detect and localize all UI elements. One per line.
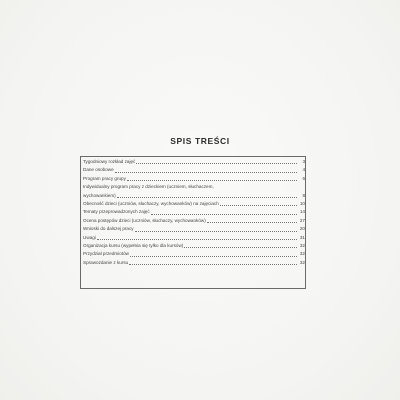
dot-leader	[97, 238, 297, 240]
toc-entry-page: 4	[302, 167, 305, 173]
dot-leader	[129, 263, 297, 265]
toc-entry-title-continuation: wychowankiem)	[83, 192, 116, 198]
toc-entry-title: Program pracy grupy	[83, 175, 126, 181]
dot-leader	[130, 255, 297, 257]
toc-entry	[83, 225, 305, 233]
toc-entry-title: Organizacja kursu (wypełnia się tylko dla kursów)	[83, 242, 184, 248]
dot-leader	[117, 196, 297, 198]
toc-entry-page: 3	[302, 158, 305, 164]
toc-entry	[83, 234, 305, 242]
dot-leader	[207, 221, 297, 223]
toc-entry	[83, 259, 305, 267]
table-of-contents	[83, 158, 305, 267]
toc-entry-title: Dane osobowe	[83, 167, 114, 173]
toc-entry-page: 20	[299, 226, 305, 232]
toc-entry-title: Ocena postępów dzieci (uczniów, słuchaczy, wychowanków)	[83, 217, 206, 223]
dot-leader	[115, 171, 297, 173]
dot-leader	[184, 246, 297, 248]
toc-entry-title: Indywidualny program pracy z dzieckiem (uczniem, słuchaczem,	[83, 184, 214, 190]
dot-leader	[135, 230, 297, 232]
toc-entry-title: Uwagi	[83, 234, 96, 240]
toc-entry-page: 32	[299, 251, 305, 257]
toc-entry	[83, 158, 305, 166]
toc-entry	[83, 175, 305, 183]
toc-entry	[83, 200, 305, 208]
toc-entry	[83, 183, 305, 191]
toc-entry-continuation	[83, 192, 305, 200]
toc-entry	[83, 250, 305, 258]
toc-entry	[83, 166, 305, 174]
toc-entry	[83, 217, 305, 225]
toc-entry-title: Tygodniowy rozkład zajęć	[83, 158, 136, 164]
toc-entry-title: Wnioski do dalszej pracy	[83, 226, 134, 232]
toc-entry	[83, 208, 305, 216]
dot-leader	[136, 162, 297, 164]
toc-entry-title: Sprawozdanie z kursu	[83, 259, 129, 265]
toc-entry-page: 32	[299, 259, 305, 265]
toc-entry-page: 32	[299, 242, 305, 248]
dot-leader	[220, 204, 297, 206]
page-title: SPIS TREŚCI	[170, 136, 230, 146]
toc-entry-page: 6	[302, 175, 305, 181]
toc-entry-page: 27	[299, 217, 305, 223]
toc-entry-page: 31	[299, 234, 305, 240]
dot-leader	[127, 179, 297, 181]
toc-entry	[83, 242, 305, 250]
toc-entry-title: Tematy przeprowadzonych zajęć	[83, 209, 150, 215]
toc-entry-title: Obecność dzieci (uczniów, słuchaczy, wychowanków) na zajęciach	[83, 200, 219, 206]
dot-leader	[151, 213, 297, 215]
toc-entry-page: 10	[299, 200, 305, 206]
toc-entry-page: 14	[299, 209, 305, 215]
toc-entry-title: Przydział przedmiotów	[83, 251, 129, 257]
toc-entry-page: 8	[302, 192, 305, 198]
